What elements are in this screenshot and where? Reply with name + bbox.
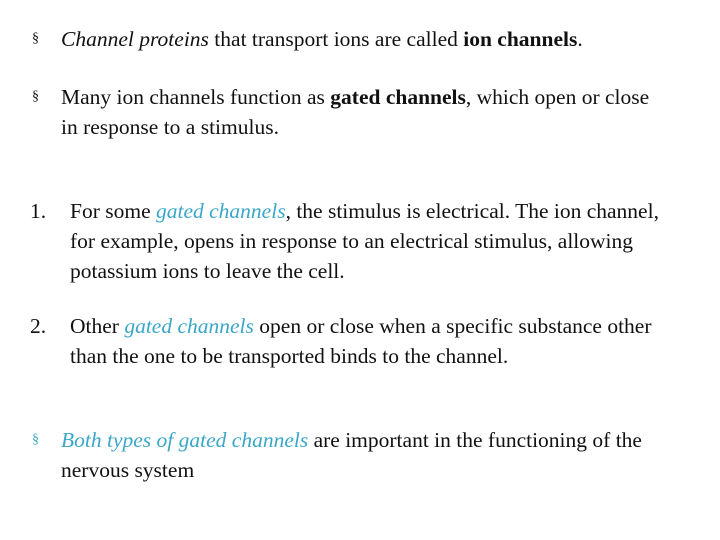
list-number: 2.	[30, 314, 47, 338]
text-span: are important in the functioning of the nervous system	[61, 428, 642, 482]
text-span: Many ion channels function as	[61, 85, 331, 109]
paragraph-text	[70, 196, 670, 286]
bullet-marker: §	[32, 89, 39, 104]
text-span: Other	[70, 314, 125, 338]
paragraph-text	[61, 82, 670, 142]
paragraph-text	[70, 311, 670, 371]
term-ion-channels: ion channels	[463, 27, 578, 51]
text-span: open or close when a specific substance other than the one to be transported binds to the channel.	[70, 314, 652, 368]
term-gated-channels: gated channels	[330, 85, 466, 109]
paragraph-text	[61, 24, 670, 54]
text-span: , the stimulus is electrical. The ion channel, for example, opens in response to an electrical stimulus, allowing potassium ions to leave the cell.	[70, 199, 659, 283]
term-gated-channels: gated channels	[156, 199, 286, 223]
list-number: 1.	[30, 199, 47, 223]
text-span: , which open or close in response to a stimulus.	[61, 85, 650, 139]
bullet-marker: §	[32, 31, 39, 46]
term-both-types: Both types of gated channels	[61, 428, 309, 452]
term-gated-channels: gated channels	[124, 314, 254, 338]
paragraph-text	[61, 425, 670, 485]
bullet-marker: §	[32, 432, 39, 447]
text-span: For some	[70, 199, 156, 223]
term-channel-proteins: Channel proteins	[61, 27, 209, 51]
text-span: that transport ions are called	[208, 27, 464, 51]
text-span: .	[577, 27, 583, 51]
